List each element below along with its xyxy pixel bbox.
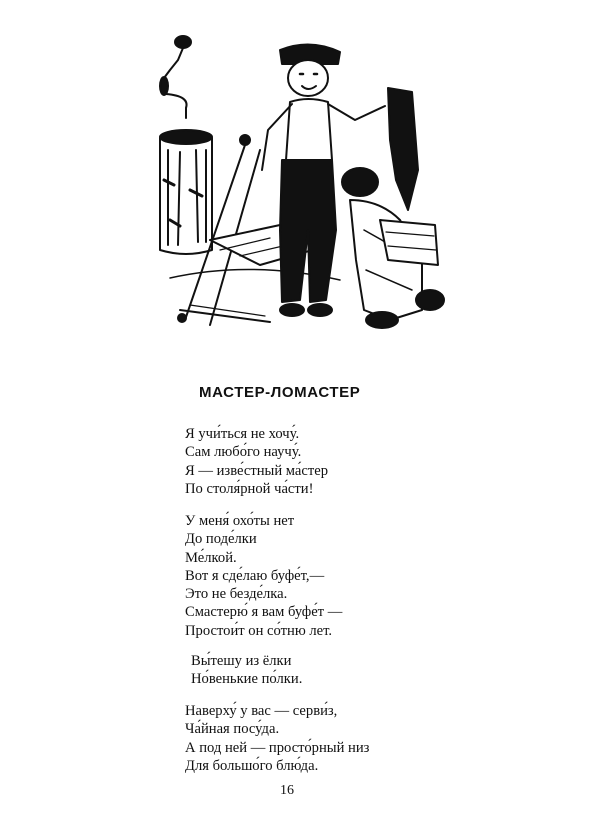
poem-line: Сам любо́го научу́. bbox=[185, 444, 302, 461]
poem-line: Ме́лкой. bbox=[185, 549, 237, 566]
poem-line: Смастерю́ я вам буфе́т — bbox=[185, 604, 343, 621]
poem-line: Для большо́го блю́да. bbox=[185, 757, 319, 774]
poem-line: Я — изве́стный ма́стер bbox=[185, 462, 329, 479]
poem-line: Простои́т он со́тню лет. bbox=[185, 622, 333, 639]
poem-line: Наверху́ у вас — серви́з, bbox=[185, 703, 338, 719]
poem-line: Вот я сде́лаю буфе́т,— bbox=[185, 567, 325, 584]
boy-carpenter-illustration bbox=[150, 20, 450, 350]
poem-line: До поде́лки bbox=[185, 531, 257, 548]
stanza-4 bbox=[185, 702, 369, 775]
poem-line: Ча́йная посу́да. bbox=[185, 721, 280, 738]
stanza-3 bbox=[191, 652, 302, 689]
poem-line: По столя́рной ча́сти! bbox=[185, 480, 314, 497]
poem-line: Но́венькие по́лки. bbox=[191, 671, 303, 688]
hand-drill-icon bbox=[160, 36, 191, 118]
stanza-1 bbox=[185, 425, 328, 498]
poem-line: Вы́тешу из ёлки bbox=[191, 653, 292, 669]
poem-line: У меня́ охо́ты нет bbox=[185, 513, 295, 529]
page-number: 16 bbox=[280, 783, 294, 798]
poem-line: Это не безде́лка. bbox=[185, 586, 288, 603]
poem-title: МАСТЕР-ЛОМАСТЕР bbox=[199, 384, 361, 401]
poem-line: А под ней — просто́рный низ bbox=[185, 739, 370, 756]
stump-icon bbox=[160, 130, 212, 254]
stanza-2 bbox=[185, 512, 342, 640]
poem-line: Я учи́ться не хочу́. bbox=[185, 426, 300, 442]
